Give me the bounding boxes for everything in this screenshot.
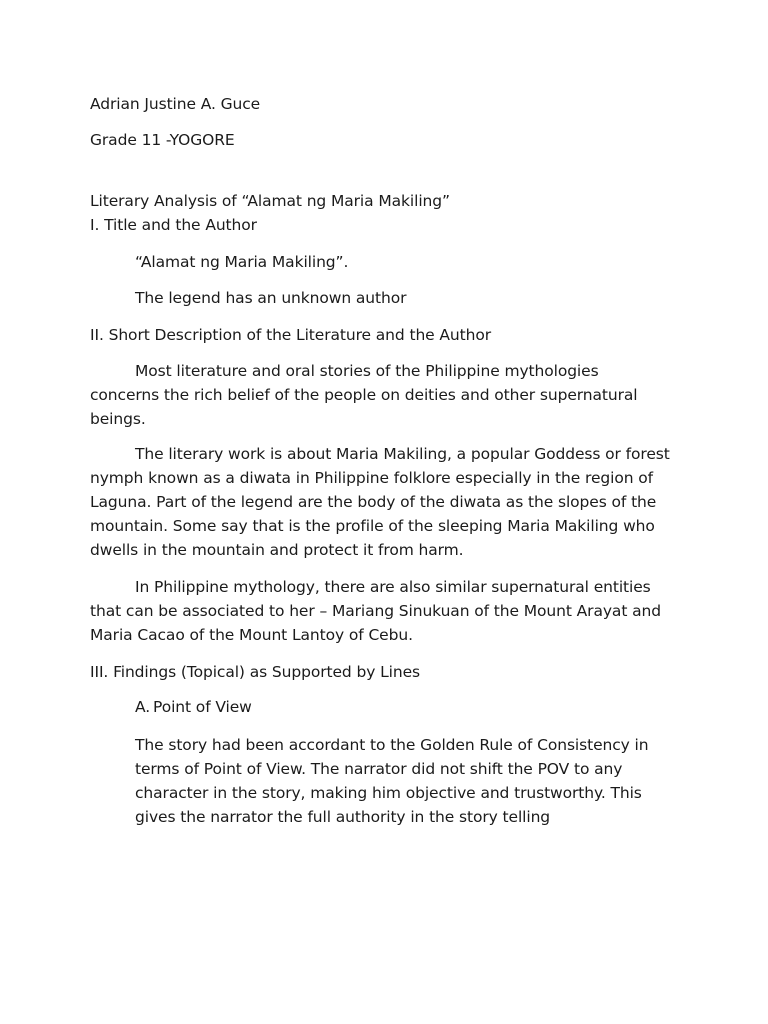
section2-paragraph-3: In Philippine mythology, there are also similar supernatural entities that can be associated to her – Mariang Sinukuan of the Mount Arayat and Maria Cacao of the Mount Lantoy of Cebu.: [90, 578, 661, 644]
subsection-a-letter: A.: [135, 698, 151, 716]
subsection-a-body: The story had been accordant to the Golden Rule of Consistency in terms of Point of View. The narrator did not shift the POV to any character in the story, making him objective and trustworthy. This gives the narrator the full authority in the story telling: [135, 736, 649, 826]
section2-heading: II. Short Description of the Literature and the Author: [90, 326, 492, 344]
subsection-a-heading: [135, 695, 735, 719]
grade-section: Grade 11 -YOGORE: [90, 131, 235, 149]
author-name: Adrian Justine A. Guce: [90, 95, 261, 113]
section1-heading: I. Title and the Author: [90, 216, 257, 234]
subsection-a-title: Point of View: [153, 698, 252, 716]
section2-paragraph-2: The literary work is about Maria Makiling, a popular Goddess or forest nymph known as a diwata in Philippine folklore especially in the region of Laguna. Part of the legend are the body of the diwata as the slopes of the mountain. Some say that is the profile of the sleeping Maria Makiling who dwells in the mountain and protect it from harm.: [90, 445, 670, 559]
section2-paragraph-1: Most literature and oral stories of the Philippine mythologies concerns the rich belief of the people on deities and other supernatural beings.: [90, 362, 638, 428]
work-title: “Alamat ng Maria Makiling”.: [135, 253, 349, 271]
document-title: Literary Analysis of “Alamat ng Maria Makiling”: [90, 192, 450, 210]
section3-heading: III. Findings (Topical) as Supported by Lines: [90, 663, 420, 681]
author-note: The legend has an unknown author: [135, 289, 407, 307]
